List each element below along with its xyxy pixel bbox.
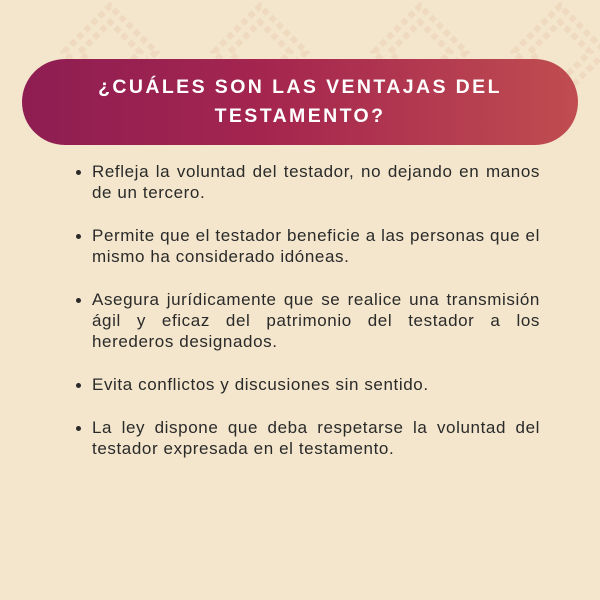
advantages-list	[76, 161, 540, 481]
list-item	[76, 417, 540, 459]
list-item	[76, 225, 540, 267]
bullet-icon	[76, 383, 81, 388]
title-banner	[22, 59, 578, 145]
bullet-icon	[76, 426, 81, 431]
bullet-icon	[76, 170, 81, 175]
list-item-text: Asegura jurídicamente que se realice una transmisión ágil y eficaz del patrimonio del testador a los herederos designados.	[92, 290, 540, 351]
bullet-icon	[76, 234, 81, 239]
list-item	[76, 161, 540, 203]
list-item-text: Refleja la voluntad del testador, no dejando en manos de un tercero.	[92, 162, 540, 202]
list-item	[76, 374, 540, 395]
list-item	[76, 289, 540, 352]
list-item-text: La ley dispone que deba respetarse la voluntad del testador expresada en el testamento.	[92, 418, 540, 458]
list-item-text: Evita conflictos y discusiones sin sentido.	[92, 375, 429, 394]
bullet-icon	[76, 298, 81, 303]
page-title: ¿CUÁLES SON LAS VENTAJAS DEL TESTAMENTO?	[98, 76, 502, 127]
list-item-text: Permite que el testador beneficie a las personas que el mismo ha considerado idóneas.	[92, 226, 540, 266]
